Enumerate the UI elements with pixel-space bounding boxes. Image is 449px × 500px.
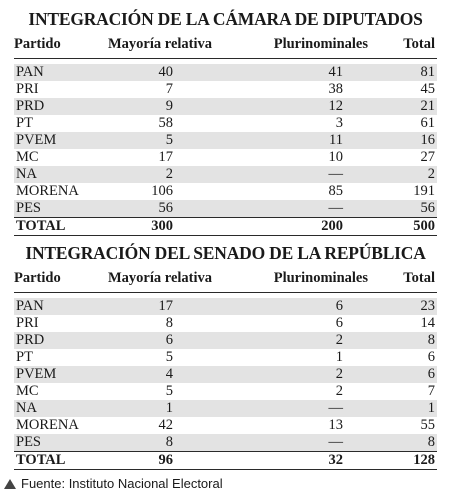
cell-mayoria: 5: [108, 132, 173, 149]
cell-partido: TOTAL: [14, 218, 108, 236]
cell-mayoria: 40: [108, 64, 173, 81]
diputados-section: [14, 8, 437, 236]
diputados-title: INTEGRACIÓN DE LA CÁMARA DE DIPUTADOS: [28, 9, 423, 29]
cell-plurinominales: 3: [173, 115, 353, 132]
header-plurinominales: Plurinominales: [273, 269, 368, 286]
cell-plurinominales: 38: [173, 81, 353, 98]
cell-partido: PRI: [14, 315, 108, 332]
cell-plurinominales: 2: [173, 366, 353, 383]
table-row: [14, 417, 437, 434]
cell-total: 8: [353, 434, 437, 452]
cell-plurinominales: 13: [173, 417, 353, 434]
cell-total: 61: [353, 115, 437, 132]
cell-partido: PAN: [14, 64, 108, 81]
cell-plurinominales: 32: [173, 452, 353, 470]
cell-partido: MORENA: [14, 183, 108, 200]
cell-plurinominales: 2: [173, 332, 353, 349]
table-row: [14, 98, 437, 115]
cell-partido: NA: [14, 166, 108, 183]
header-mayoria: Mayoría relativa: [108, 269, 213, 286]
cell-total: 500: [353, 218, 437, 236]
table-row: [14, 132, 437, 149]
cell-plurinominales: 200: [173, 218, 353, 236]
cell-total: 55: [353, 417, 437, 434]
cell-plurinominales: —: [173, 166, 353, 183]
header-plurinominales: Plurinominales: [273, 35, 368, 52]
table-row: [14, 166, 437, 183]
cell-mayoria: 8: [108, 434, 173, 452]
cell-partido: MC: [14, 383, 108, 400]
cell-total: 45: [353, 81, 437, 98]
cell-mayoria: 17: [108, 298, 173, 315]
cell-total: 56: [353, 200, 437, 218]
senado-section: [14, 242, 437, 470]
cell-plurinominales: 6: [173, 315, 353, 332]
cell-mayoria: 17: [108, 149, 173, 166]
cell-plurinominales: —: [173, 400, 353, 417]
cell-mayoria: 96: [108, 452, 173, 470]
total-row: [14, 452, 437, 470]
cell-plurinominales: 6: [173, 298, 353, 315]
cell-total: 8: [353, 332, 437, 349]
cell-total: 6: [353, 349, 437, 366]
table-row: [14, 81, 437, 98]
table-row: [14, 115, 437, 132]
cell-total: 2: [353, 166, 437, 183]
senado-table: [14, 298, 437, 470]
table-row: [14, 434, 437, 452]
triangle-icon: [4, 479, 16, 489]
senado-title: INTEGRACIÓN DEL SENADO DE LA REPÚBLICA: [25, 243, 426, 263]
cell-partido: PVEM: [14, 366, 108, 383]
cell-mayoria: 7: [108, 81, 173, 98]
cell-mayoria: 42: [108, 417, 173, 434]
table-row: [14, 315, 437, 332]
table-row: [14, 183, 437, 200]
cell-mayoria: 2: [108, 166, 173, 183]
cell-plurinominales: 10: [173, 149, 353, 166]
cell-partido: PES: [14, 434, 108, 452]
cell-partido: PRD: [14, 98, 108, 115]
cell-total: 1: [353, 400, 437, 417]
table-row: [14, 400, 437, 417]
table-row: [14, 149, 437, 166]
cell-total: 23: [353, 298, 437, 315]
diputados-header: [14, 30, 437, 59]
header-partido: Partido: [14, 269, 61, 286]
table-row: [14, 332, 437, 349]
table-row: [14, 64, 437, 81]
header-total: Total: [403, 35, 435, 52]
cell-partido: PRD: [14, 332, 108, 349]
cell-total: 81: [353, 64, 437, 81]
cell-plurinominales: 11: [173, 132, 353, 149]
cell-mayoria: 56: [108, 200, 173, 218]
cell-mayoria: 300: [108, 218, 173, 236]
cell-partido: NA: [14, 400, 108, 417]
header-total: Total: [403, 269, 435, 286]
table-row: [14, 366, 437, 383]
cell-plurinominales: 41: [173, 64, 353, 81]
cell-total: 16: [353, 132, 437, 149]
cell-partido: MORENA: [14, 417, 108, 434]
cell-plurinominales: —: [173, 434, 353, 452]
total-row: [14, 218, 437, 236]
cell-plurinominales: 2: [173, 383, 353, 400]
cell-total: 14: [353, 315, 437, 332]
cell-partido: MC: [14, 149, 108, 166]
cell-partido: TOTAL: [14, 452, 108, 470]
cell-total: 6: [353, 366, 437, 383]
header-partido: Partido: [14, 35, 61, 52]
source-text: Fuente: Instituto Nacional Electoral: [21, 476, 223, 491]
cell-mayoria: 5: [108, 349, 173, 366]
cell-mayoria: 8: [108, 315, 173, 332]
diputados-table: [14, 64, 437, 236]
cell-partido: PT: [14, 349, 108, 366]
cell-mayoria: 9: [108, 98, 173, 115]
cell-mayoria: 58: [108, 115, 173, 132]
cell-mayoria: 4: [108, 366, 173, 383]
cell-mayoria: 6: [108, 332, 173, 349]
cell-total: 21: [353, 98, 437, 115]
cell-partido: PES: [14, 200, 108, 218]
cell-total: 128: [353, 452, 437, 470]
table-row: [14, 298, 437, 315]
cell-plurinominales: 85: [173, 183, 353, 200]
cell-total: 7: [353, 383, 437, 400]
cell-mayoria: 106: [108, 183, 173, 200]
cell-partido: PVEM: [14, 132, 108, 149]
table-row: [14, 383, 437, 400]
cell-partido: PRI: [14, 81, 108, 98]
cell-mayoria: 1: [108, 400, 173, 417]
cell-partido: PAN: [14, 298, 108, 315]
cell-total: 27: [353, 149, 437, 166]
cell-total: 191: [353, 183, 437, 200]
table-row: [14, 200, 437, 218]
header-mayoria: Mayoría relativa: [108, 35, 213, 52]
cell-mayoria: 5: [108, 383, 173, 400]
cell-plurinominales: 1: [173, 349, 353, 366]
cell-partido: PT: [14, 115, 108, 132]
source-footer: [4, 476, 223, 491]
cell-plurinominales: —: [173, 200, 353, 218]
table-row: [14, 349, 437, 366]
cell-plurinominales: 12: [173, 98, 353, 115]
senado-header: [14, 264, 437, 293]
